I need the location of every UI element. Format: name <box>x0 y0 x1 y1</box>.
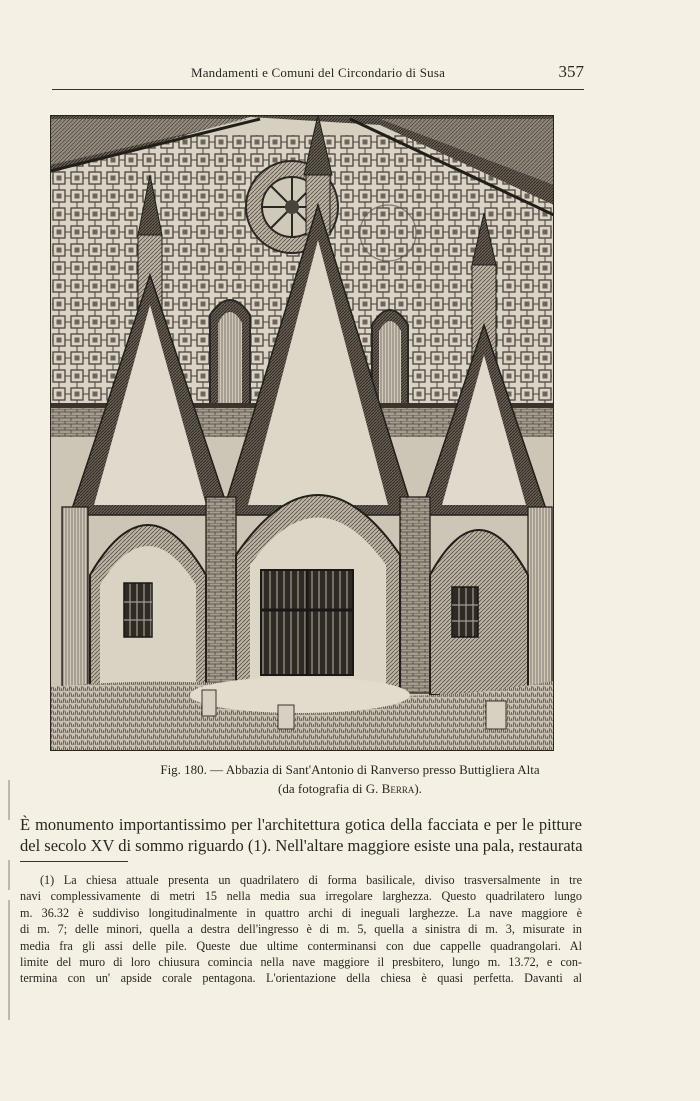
caption-line-2 <box>60 779 640 798</box>
footnote <box>20 872 582 987</box>
body-line: del secolo XV di sommo riguardo (1). Nell'altare maggiore esiste una pala, restaurata <box>20 836 583 855</box>
caption-line-2-suffix: ). <box>414 781 422 796</box>
body-paragraph <box>20 814 582 856</box>
footnote-line: (1) La chiesa attuale presenta un quadrilatero di forma basilicale, diviso trasversalmente in tre <box>40 873 582 887</box>
footnote-line: di m. 7; delle minori, quella a destra dell'ingresso è di m. 5, quella a sinistra di m. 3, misurate in <box>20 922 582 937</box>
header-rule <box>52 89 584 90</box>
footnote-rule <box>20 861 128 862</box>
caption-line-1: Fig. 180. — Abbazia di Sant'Antonio di Ranverso presso Buttigliera Alta <box>160 762 540 777</box>
footnote-line: termina con un' apside corale pentagona. L'orientazione della chiesa è quasi perfetta. Davanti al <box>20 971 582 986</box>
caption-line-2-prefix: (da fotografia di G. <box>278 781 382 796</box>
footnote-line: media fra gli assi delle pile. Queste due ultime conterminansi con due cappelle quadrangolari. Al <box>20 938 582 953</box>
engraving-figure <box>50 115 554 751</box>
margin-scan-marks <box>6 760 12 1060</box>
running-head-title: Mandamenti e Comuni del Circondario di Susa <box>190 65 446 80</box>
running-head <box>52 62 584 84</box>
page-number: 357 <box>558 62 584 81</box>
footnote-line: navi complessivamente di metri 15 nella media sua irregolare larghezza. Questo quadrilatero lungo <box>20 889 582 904</box>
figure-caption <box>60 760 640 798</box>
body-line: È monumento importantissimo per l'architettura gotica della facciata e per le pitture <box>20 815 582 834</box>
footnote-line: m. 36.32 è suddiviso longitudinalmente in quattro archi di ineguali larghezze. La nave maggiore è <box>20 905 582 920</box>
footnote-line: limite del muro di loro chiusura comincia nella nave maggiore il presbitero, lungo m. 13.72, e con- <box>20 955 582 970</box>
photographer-name: Berra <box>381 781 415 796</box>
